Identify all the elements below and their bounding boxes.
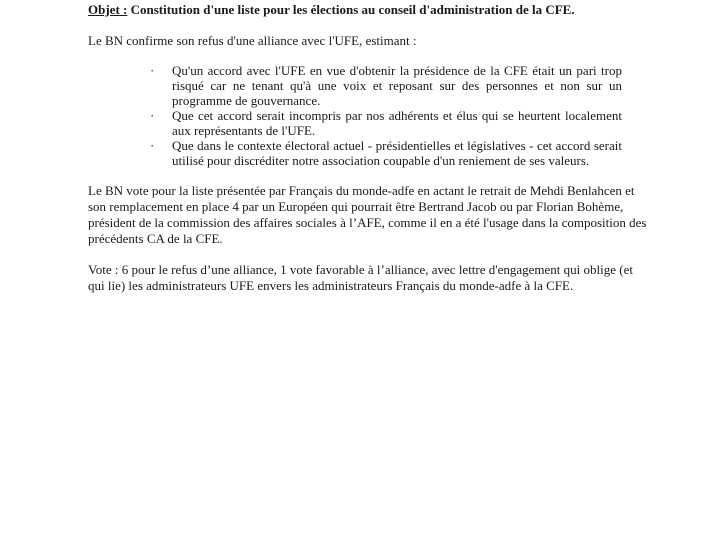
- reasons-list: [150, 63, 622, 168]
- subject-label: Objet :: [88, 2, 128, 17]
- bullet-marker: ·: [150, 63, 155, 78]
- list-item-text: Qu'un accord avec l'UFE en vue d'obtenir la présidence de la CFE était un pari trop risqué car ne tenant qu'à une voix et reposant sur des personnes et non sur un programme de gouvernance.: [172, 63, 622, 108]
- list-item: [150, 108, 622, 138]
- subject-text: Constitution d'une liste pour les élections au conseil d'administration de la CFE.: [127, 2, 575, 17]
- list-item: [150, 138, 622, 168]
- intro-paragraph: Le BN confirme son refus d'une alliance avec l'UFE, estimant :: [88, 33, 417, 48]
- subject-line: [88, 2, 575, 18]
- list-item-text: Que cet accord serait incompris par nos adhérents et élus qui se heurtent localement aux représentants de l'UFE.: [172, 108, 622, 138]
- vote-result-paragraph: Vote : 6 pour le refus d’une alliance, 1 vote favorable à l’alliance, avec lettre d'engagement qui oblige (et qui lie) les administrateurs UFE envers les administrateurs Français du monde-adfe à la CFE.: [88, 262, 633, 293]
- list-item: [150, 63, 622, 108]
- bullet-marker: ·: [150, 108, 155, 123]
- bullet-marker: ·: [150, 138, 155, 153]
- list-item-text: Que dans le contexte électoral actuel - présidentielles et législatives - cet accord serait utilisé pour discréditer notre association coupable d'un reniement de ses valeurs.: [172, 138, 622, 168]
- vote-list-paragraph: Le BN vote pour la liste présentée par Français du monde-adfe en actant le retrait de Mehdi Benlahcen et son remplacement en place 4 par un Européen qui pourrait être Bertrand Jacob ou par Florian Bohème, président de la commission des affaires sociales à l’AFE, comme il en a été l'usage dans la composition des précédents CA de la CFE.: [88, 183, 647, 246]
